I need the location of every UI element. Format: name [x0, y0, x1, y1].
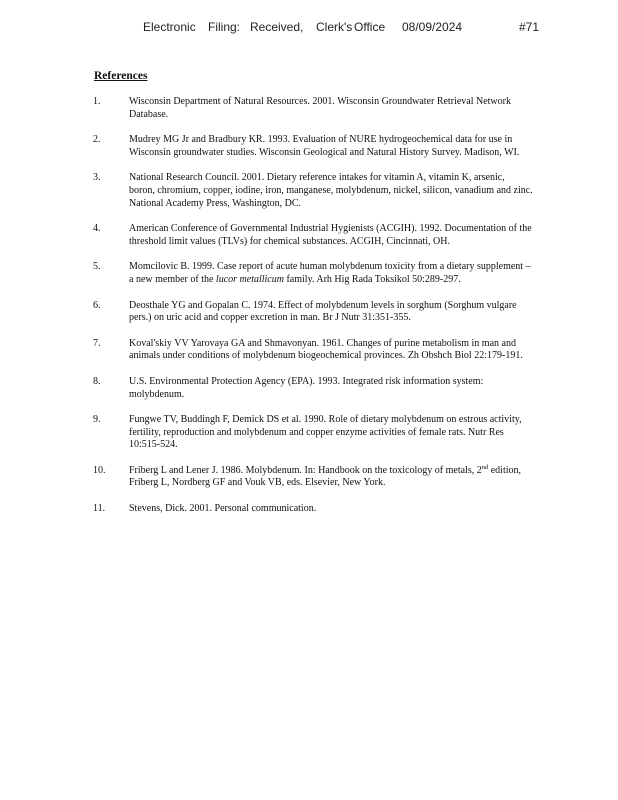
reference-item	[93, 338, 533, 363]
reference-text: Stevens, Dick. 2001. Personal communication.	[129, 503, 317, 515]
reference-text: National Research Council. 2001. Dietary reference intakes for vitamin A, vitamin K, arsenic, boron, chromium, copper, iodine, iron, manganese, molybdenum, nickel, silicon, vanadium and zinc. National Academy Press, Washington, DC.	[129, 172, 533, 209]
reference-item	[93, 376, 533, 401]
reference-text: Wisconsin Department of Natural Resources. 2001. Wisconsin Groundwater Retrieval Network Database.	[129, 96, 511, 120]
reference-number: 10.	[93, 464, 106, 476]
reference-item	[93, 300, 533, 325]
reference-number: 9.	[93, 414, 101, 426]
reference-text-part: Friberg L and Lener J. 1986. Molybdenum. In: Handbook on the toxicology of metals, 2	[129, 464, 482, 476]
reference-item	[93, 465, 533, 490]
reference-item	[93, 96, 533, 121]
reference-text	[129, 465, 533, 490]
reference-text-part: edition, Friberg L, Nordberg GF and Vouk VB, eds. Elsevier, New York.	[129, 464, 522, 489]
reference-text: U.S. Environmental Protection Agency (EPA). 1993. Integrated risk information system: molybdenum.	[129, 375, 484, 400]
reference-number: 7.	[93, 337, 101, 349]
reference-item	[93, 134, 533, 159]
reference-item	[93, 223, 533, 248]
reference-item	[93, 261, 533, 286]
reference-text: Koval'skiy VV Yarovaya GA and Shmavonyan. 1961. Changes of purine metabolism in man and animals under conditions of molybdenum biogeochemical provinces. Zh Obshch Biol 22:179-191.	[129, 337, 523, 362]
reference-text: Fungwe TV, Buddingh F, Demick DS et al. 1990. Role of dietary molybdenum on estrous activity, fertility, reproduction and molybdenum and copper enzyme activities of female rats. Nutr Res 10:515-524.	[129, 414, 522, 451]
header-clerks: Clerk's	[316, 20, 353, 34]
reference-item	[93, 414, 533, 452]
reference-text-part: Momcilovic B. 1999. Case report of acute human molybdenum toxicity from a dietary supplement – a new member of the	[129, 261, 531, 285]
header-filing: Filing:	[208, 20, 241, 34]
reference-text	[129, 261, 533, 286]
reference-number: 1.	[93, 96, 101, 107]
reference-text-part: family. Arh Hig Rada Toksikol 50:289-297.	[283, 273, 461, 285]
reference-text: Deosthale YG and Gopalan C. 1974. Effect of molybdenum levels in sorghum (Sorghum vulgare pers.) on uric acid and copper excretion in man. Br J Nutr 31:351-355.	[129, 299, 517, 324]
reference-list	[93, 96, 533, 516]
reference-italic-term: lucor metallicum	[215, 273, 284, 285]
header-date: 08/09/2024	[402, 20, 463, 34]
reference-number: 2.	[93, 134, 101, 146]
reference-number: 4.	[93, 223, 101, 235]
filing-stamp-header	[0, 20, 618, 38]
reference-number: 5.	[93, 261, 101, 273]
header-document-number: #71	[519, 20, 540, 34]
reference-number: 11.	[93, 503, 106, 515]
reference-number: 8.	[93, 375, 101, 387]
reference-number: 3.	[93, 172, 101, 184]
header-received: Received,	[250, 20, 304, 34]
reference-item	[93, 503, 533, 516]
reference-text: Mudrey MG Jr and Bradbury KR. 1993. Evaluation of NURE hydrogeochemical data for use in Wisconsin groundwater studies. Wisconsin Geological and Natural History Survey. Madison, WI.	[129, 134, 520, 158]
reference-item	[93, 172, 533, 210]
reference-text: American Conference of Governmental Industrial Hygienists (ACGIH). 1992. Documentation of the threshold limit values (TLVs) for chemical substances. ACGIH, Cincinnati, OH.	[129, 223, 532, 247]
reference-number: 6.	[93, 299, 101, 311]
header-office: Office	[354, 20, 386, 34]
header-electronic: Electronic	[143, 20, 196, 34]
reference-superscript: nd	[481, 463, 489, 471]
references-heading: References	[94, 70, 148, 82]
